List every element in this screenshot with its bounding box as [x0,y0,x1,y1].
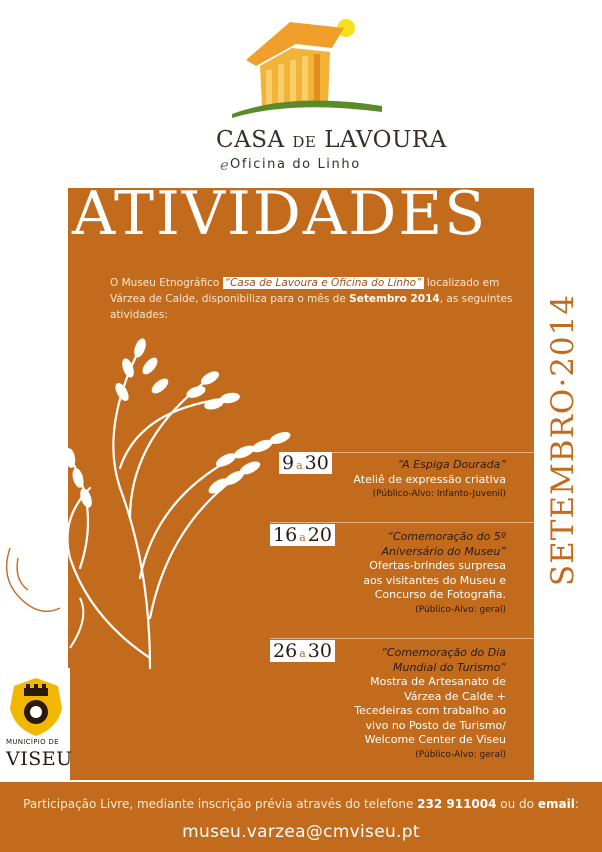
event-description: Mostra de Artesanato de [370,675,506,688]
event-title: “Comemoração do Dia [381,646,506,659]
event-description: Tecedeiras com trabalho ao [354,704,506,717]
event-audience: (Público-Alvo: Infanto-Juvenil) [372,489,506,499]
event-date: 26 a 30 [270,640,335,662]
wheat-illustration [0,318,320,678]
event-divider [270,638,534,639]
viseu-municipality-logo [0,668,73,780]
viseu-name: VISEU [6,748,73,770]
footer-phone: 232 911004 [417,797,497,811]
event-description: aos visitantes do Museu e [363,573,506,587]
house-sun-icon [232,14,382,124]
event-audience: (Público-Alvo: geral) [415,604,506,615]
event-title: “A Espiga Dourada” [397,458,506,471]
event-audience: (Público-Alvo: geral) [415,749,506,760]
footer-bar [0,782,602,852]
logo-title: CASA DE LAVOURA [216,127,447,153]
footer-info: Participação Livre, mediante inscrição prévia através do telefone 232 911004 ou do email: [23,797,579,811]
vertical-title [543,270,583,610]
event-title: “Comemoração do 5º [387,530,506,543]
municipio-label: MUNICÍPIO DE [6,738,59,746]
footer-email-address[interactable]: museu.varzea@cmviseu.pt [182,822,420,842]
museum-name-highlight: “Casa de Lavoura e Oficina do Linho” [224,277,422,289]
footer-email-label: email [537,797,575,811]
event-title: Aniversário do Museu” [381,544,506,558]
month-bold: Setembro 2014 [349,293,440,305]
event-description: vivo no Posto de Turismo/ [365,718,506,732]
logo-subtitle: Oficina do Linho [230,157,361,172]
event-3 [306,646,506,762]
logo-e-letter: e [220,156,229,174]
event-date: 16 a 20 [270,524,335,546]
event-divider [270,522,534,523]
event-description: Várzea de Calde + [404,689,506,703]
intro-text: O Museu Etnográfico “Casa de Lavoura e Oficina do Linho” localizado em Várzea de Calde, disponibiliza para o mês de Setembro 2014, as seguintes atividades: [110,277,513,321]
headline: ATIVIDADES [72,179,488,249]
viseu-emblem-icon [6,676,66,738]
event-description: Ateliê de expressão criativa [353,472,506,486]
event-2 [306,530,506,617]
event-title: Mundial do Turismo” [392,660,506,674]
event-description: Concurso de Fotografia. [374,588,506,601]
event-description: Ofertas-brindes surpresa [369,559,506,572]
museum-logo [200,14,447,174]
event-description: Welcome Center de Viseu [364,733,506,746]
event-date: 9 a 30 [279,452,332,474]
event-1 [306,458,506,502]
vertical-title-text: SETEMBRO·2014 [545,293,581,587]
